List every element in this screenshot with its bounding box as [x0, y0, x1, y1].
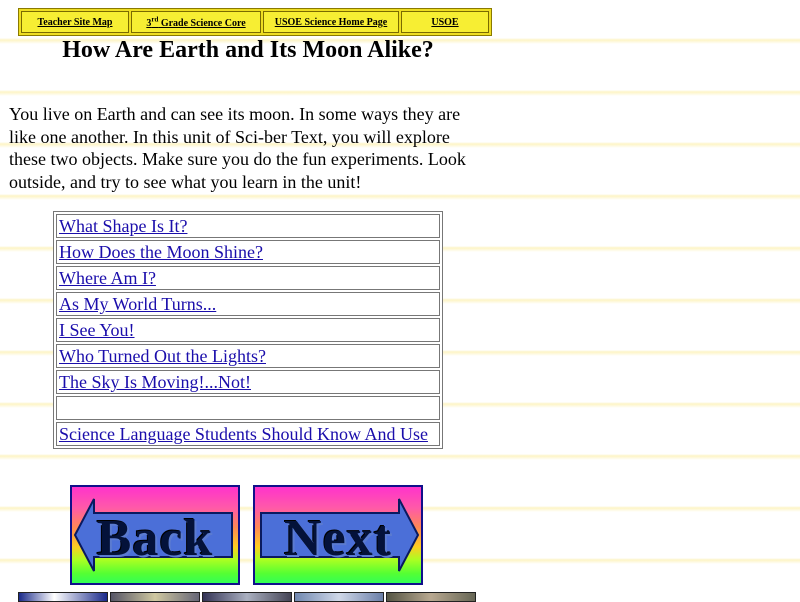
table-cell — [56, 344, 440, 368]
grade-ordinal: rd — [151, 15, 159, 24]
nav-cell-usoe — [401, 11, 489, 33]
nav-cell-grade-science-core — [131, 11, 261, 33]
intro-paragraph: You live on Earth and can see its moon. In some ways they are like one another. In this unit of Sci-ber Text, you will explore these two objects. Make sure you do the fun experiments. Look outside, and try to see what you learn in the unit! — [9, 104, 466, 192]
table-row-empty — [56, 396, 440, 420]
top-navigation — [18, 8, 492, 36]
table-row — [56, 266, 440, 290]
nav-cell-usoe-science-home — [263, 11, 399, 33]
unit-topics-table — [53, 211, 443, 449]
thumbnail-moon[interactable] — [110, 592, 200, 602]
table-cell — [56, 422, 440, 446]
table-row — [56, 422, 440, 446]
grade-number: 3 — [146, 18, 152, 30]
table-row — [56, 318, 440, 342]
grade-science-core-link[interactable] — [146, 15, 246, 30]
table-row — [56, 370, 440, 394]
table-cell-empty — [56, 396, 440, 420]
table-row — [56, 240, 440, 264]
topic-link-sky-moving[interactable]: The Sky Is Moving!...Not! — [59, 372, 251, 392]
table-cell — [56, 240, 440, 264]
back-button-label: Back — [96, 510, 214, 567]
table-cell — [56, 370, 440, 394]
thumbnail-sky[interactable] — [386, 592, 476, 602]
table-cell — [56, 292, 440, 316]
page-title: How Are Earth and Its Moon Alike? — [62, 37, 434, 63]
usoe-science-home-link[interactable]: USOE Science Home Page — [274, 17, 388, 28]
topic-link-science-language[interactable]: Science Language Students Should Know And Use — [59, 424, 428, 444]
nav-cell-teacher-site-map — [21, 11, 129, 33]
thumbnail-lesson[interactable] — [202, 592, 292, 602]
table-cell — [56, 214, 440, 238]
table-cell — [56, 266, 440, 290]
teacher-site-map-link[interactable]: Teacher Site Map — [37, 17, 113, 28]
table-row — [56, 214, 440, 238]
topic-link-moon-shine[interactable]: How Does the Moon Shine? — [59, 242, 263, 262]
topic-link-what-shape[interactable]: What Shape Is It? — [59, 216, 188, 236]
topic-link-where-am-i[interactable]: Where Am I? — [59, 268, 156, 288]
grade-core-label: Grade Science Core — [158, 18, 246, 30]
usoe-link[interactable]: USOE — [431, 17, 459, 28]
next-button[interactable] — [253, 485, 423, 585]
table-row — [56, 344, 440, 368]
thumbnail-globe[interactable] — [294, 592, 384, 602]
topic-link-world-turns[interactable]: As My World Turns... — [59, 294, 217, 314]
topic-link-lights[interactable]: Who Turned Out the Lights? — [59, 346, 266, 366]
table-cell — [56, 318, 440, 342]
thumbnail-earth[interactable] — [18, 592, 108, 602]
table-row — [56, 292, 440, 316]
back-button[interactable] — [70, 485, 240, 585]
next-button-label: Next — [284, 510, 392, 567]
topic-link-i-see-you[interactable]: I See You! — [59, 320, 135, 340]
